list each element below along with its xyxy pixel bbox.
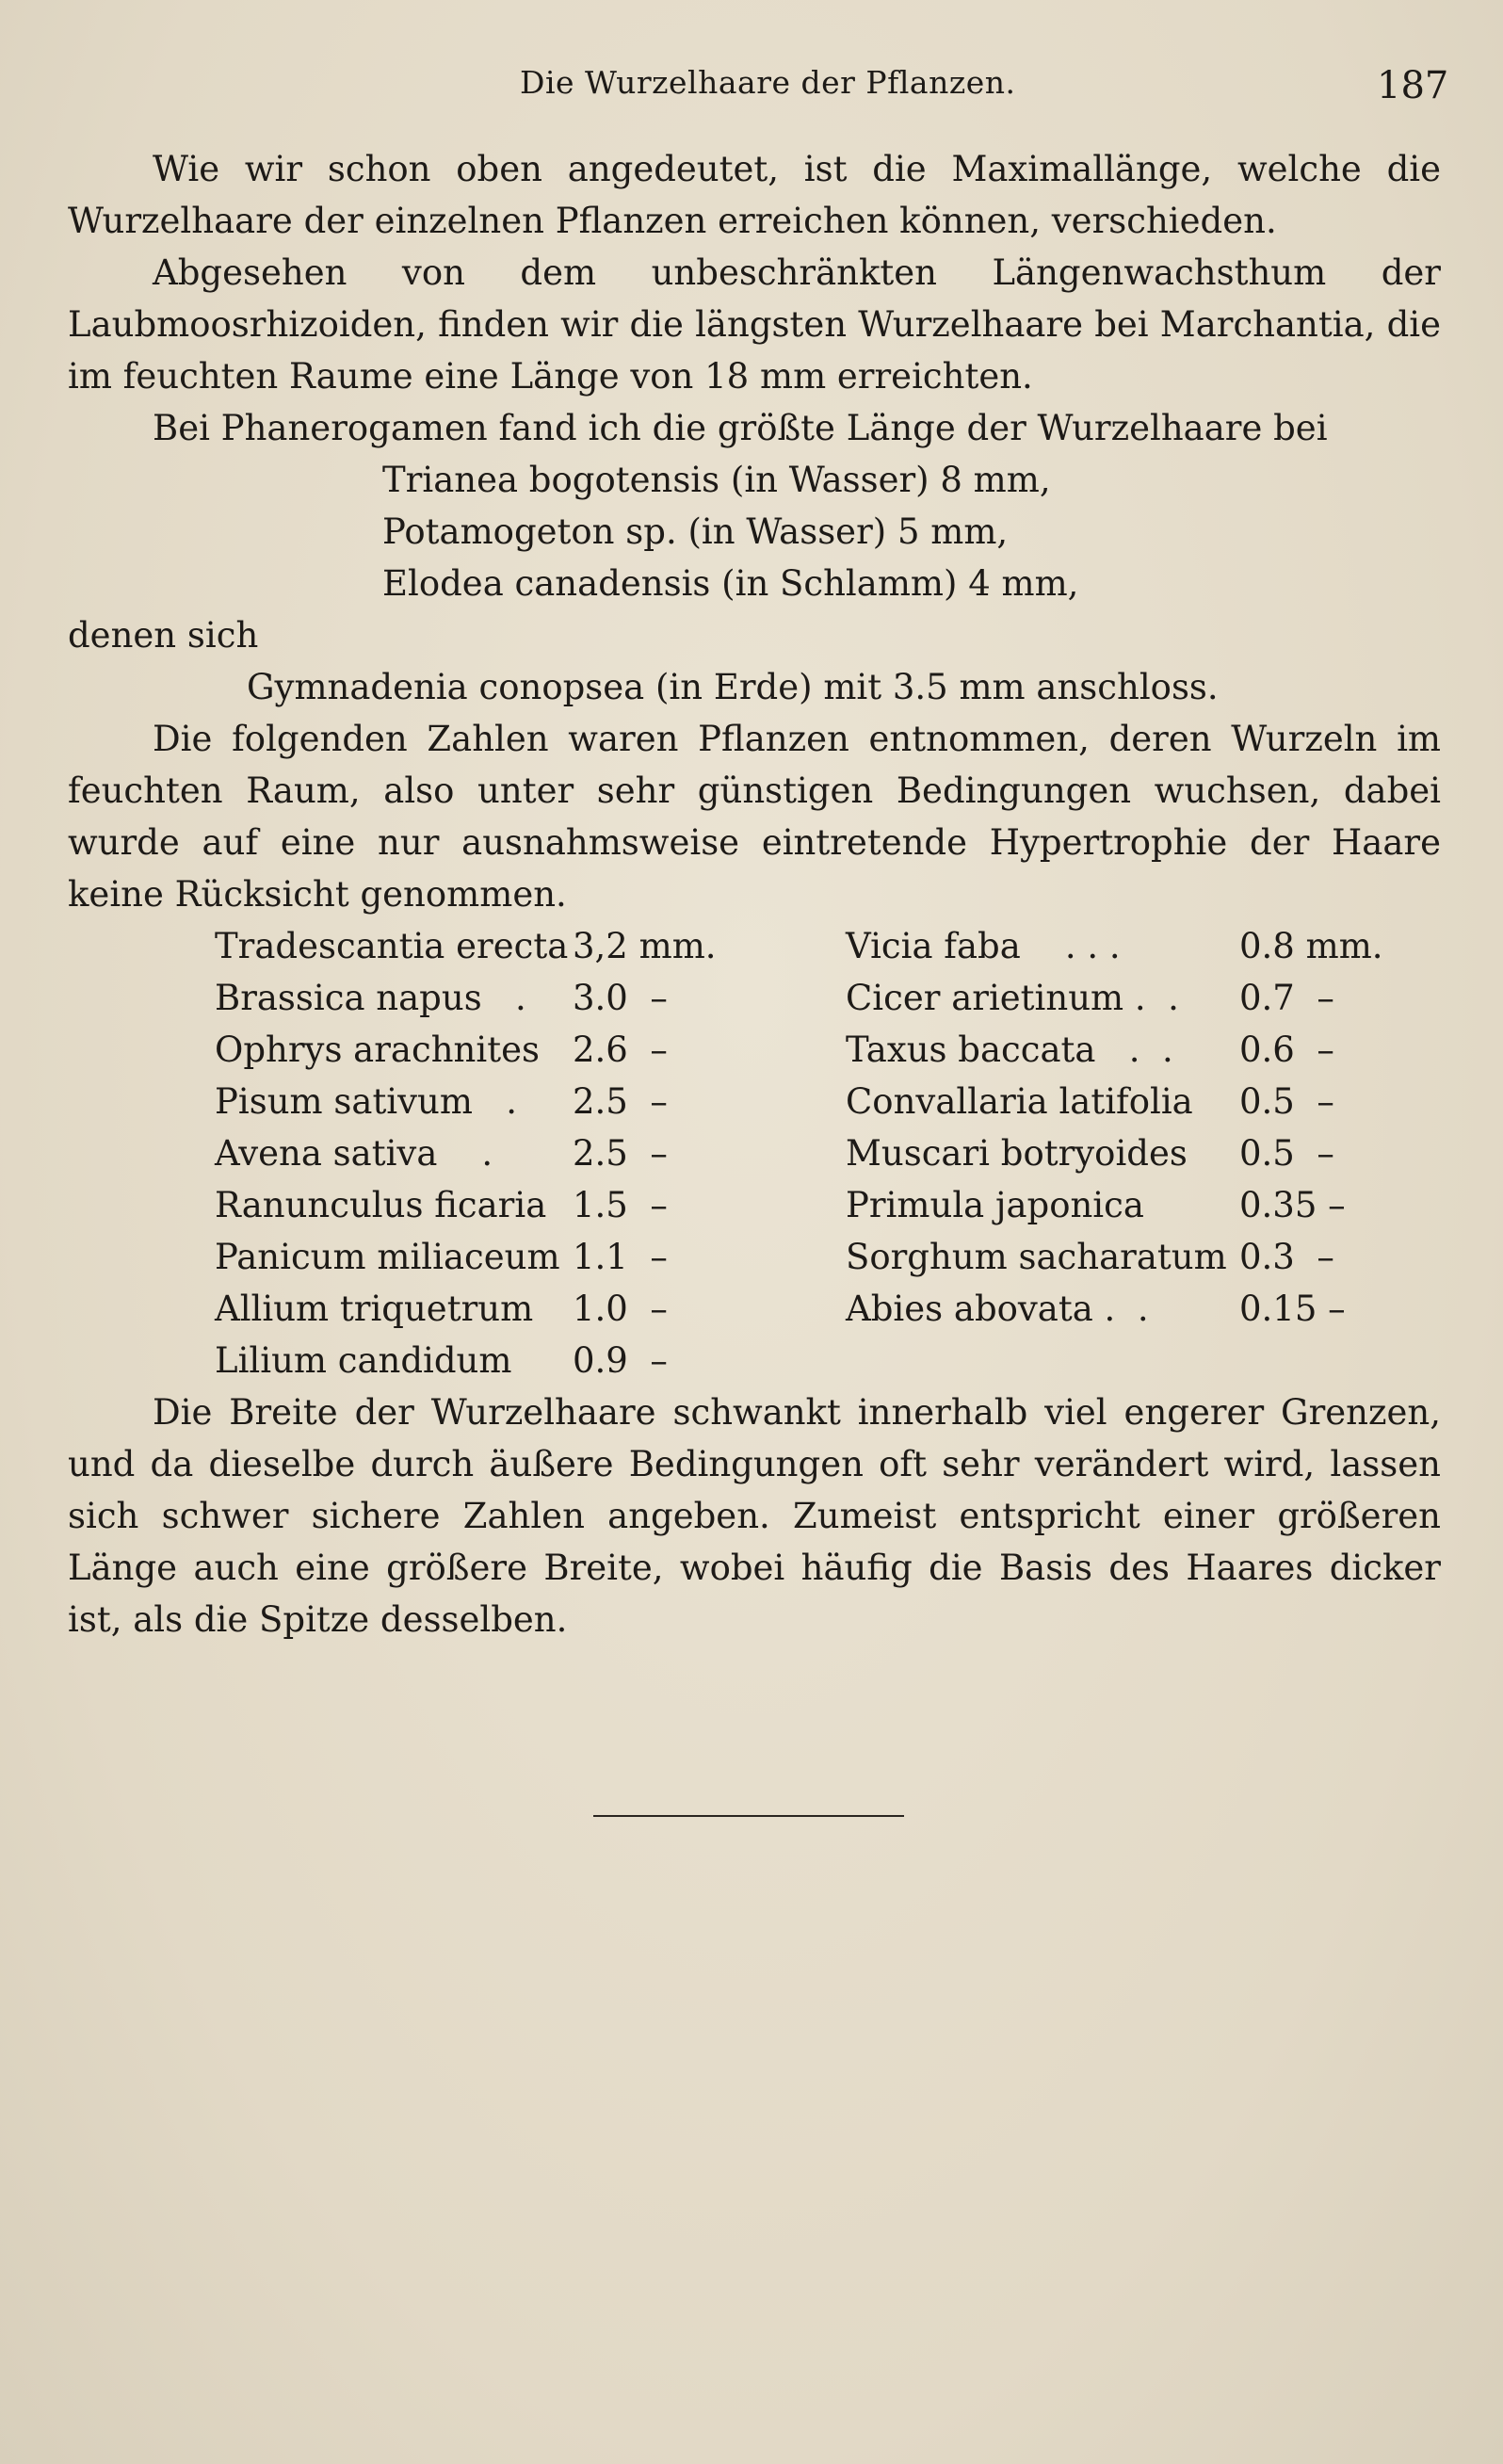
page-number: 187 [1377,64,1449,107]
list-item: Potamogeton sp. (in Wasser) 5 mm, [382,511,1009,552]
table-row [215,1283,1428,1335]
length-value: 1.0 – [573,1289,668,1329]
table-row [215,1179,1428,1231]
length-value: 0.6 – [1239,1029,1334,1070]
table-row [215,1024,1428,1076]
table-row [215,1335,1428,1386]
table-body [215,920,1428,1386]
length-value: 0.9 – [573,1340,668,1381]
species-name: Abies abovata . . [846,1289,1149,1329]
measurements-table [215,920,1428,1386]
table-row [215,1231,1428,1283]
species-name: Allium triquetrum [215,1289,534,1329]
length-value: 2.6 – [573,1029,668,1070]
length-value: 3,2 mm. [573,926,717,966]
species-name: Cicer arietinum . . [846,978,1179,1018]
species-name: Tradescantia erecta [215,926,569,966]
species-name: Primula japonica [846,1185,1144,1225]
length-value: 0.7 – [1239,978,1334,1018]
table-row [215,1127,1428,1179]
length-value: 2.5 – [573,1133,668,1174]
paragraph-4: Die folgenden Zahlen waren Pflanzen entnommen, deren Wurzeln im feuchten Raum, also unter sehr günstigen Bedingungen wuchsen, dabei wurde auf eine nur ausnahmsweise eintretende Hypertrophie der Haare keine Rücksicht genommen. [68,719,1441,915]
gymnadenia-line: Gymnadenia conopsea (in Erde) mit 3.5 mm anschloss. [247,667,1219,707]
species-name: Brassica napus . [215,978,526,1018]
length-value [1239,1335,1428,1386]
species-name: Convallaria latifolia [846,1081,1193,1122]
paragraph-5: Die Breite der Wurzelhaare schwankt innerhalb viel engerer Grenzen, und da dieselbe durch äußere Bedingungen oft sehr verändert wird, lassen sich schwer sichere Zahlen angeben. Zumeist entspricht einer größeren Länge auch eine größere Breite, wobei häufig die Basis des Haares dicker ist, als die Spitze desselben. [68,1392,1441,1640]
length-value: 1.1 – [573,1237,668,1277]
species-name: Pisum sativum . [215,1081,518,1122]
body-text [68,143,1441,1645]
length-value: 2.5 – [573,1081,668,1122]
table-row [215,1076,1428,1127]
paragraph-3: Bei Phanerogamen fand ich die größte Länge der Wurzelhaare bei [153,408,1328,448]
page-header [0,58,1503,115]
list-item: Trianea bogotensis (in Wasser) 8 mm, [382,460,1051,500]
running-title: Die Wurzelhaare der Pflanzen. [520,64,1016,101]
denen-sich-line: denen sich [68,615,259,656]
length-value: 0.5 – [1239,1081,1334,1122]
paragraph-2: Abgesehen von dem unbeschränkten Längenwachsthum der Laubmoosrhizoiden, finden wir die längsten Wurzelhaare bei Marchantia, die im feuchten Raume eine Länge von 18 mm erreichten. [68,252,1441,397]
section-end-rule [593,1815,904,1817]
length-value: 3.0 – [573,978,668,1018]
species-name: Panicum miliaceum [215,1237,560,1277]
species-name: Ranunculus ficaria [215,1185,547,1225]
length-value: 0.15 – [1239,1289,1346,1329]
table-row [215,972,1428,1024]
species-name [846,1335,1239,1386]
species-name: Avena sativa . [215,1133,493,1174]
paragraph-1: Wie wir schon oben angedeutet, ist die Maximallänge, welche die Wurzelhaare der einzelnen Pflanzen erreichen können, verschieden. [68,149,1441,241]
species-name: Muscari botryoides [846,1133,1188,1174]
species-name: Taxus baccata . . [846,1029,1173,1070]
length-value: 1.5 – [573,1185,668,1225]
length-value: 0.8 mm. [1239,926,1383,966]
species-name: Lilium candidum [215,1340,512,1381]
length-value: 0.5 – [1239,1133,1334,1174]
length-value: 0.3 – [1239,1237,1334,1277]
species-name: Vicia faba . . . [846,926,1121,966]
species-name: Sorghum sacharatum [846,1237,1227,1277]
table-row [215,920,1428,972]
species-name: Ophrys arachnites [215,1029,540,1070]
list-item: Elodea canadensis (in Schlamm) 4 mm, [382,563,1079,604]
length-value: 0.35 – [1239,1185,1346,1225]
